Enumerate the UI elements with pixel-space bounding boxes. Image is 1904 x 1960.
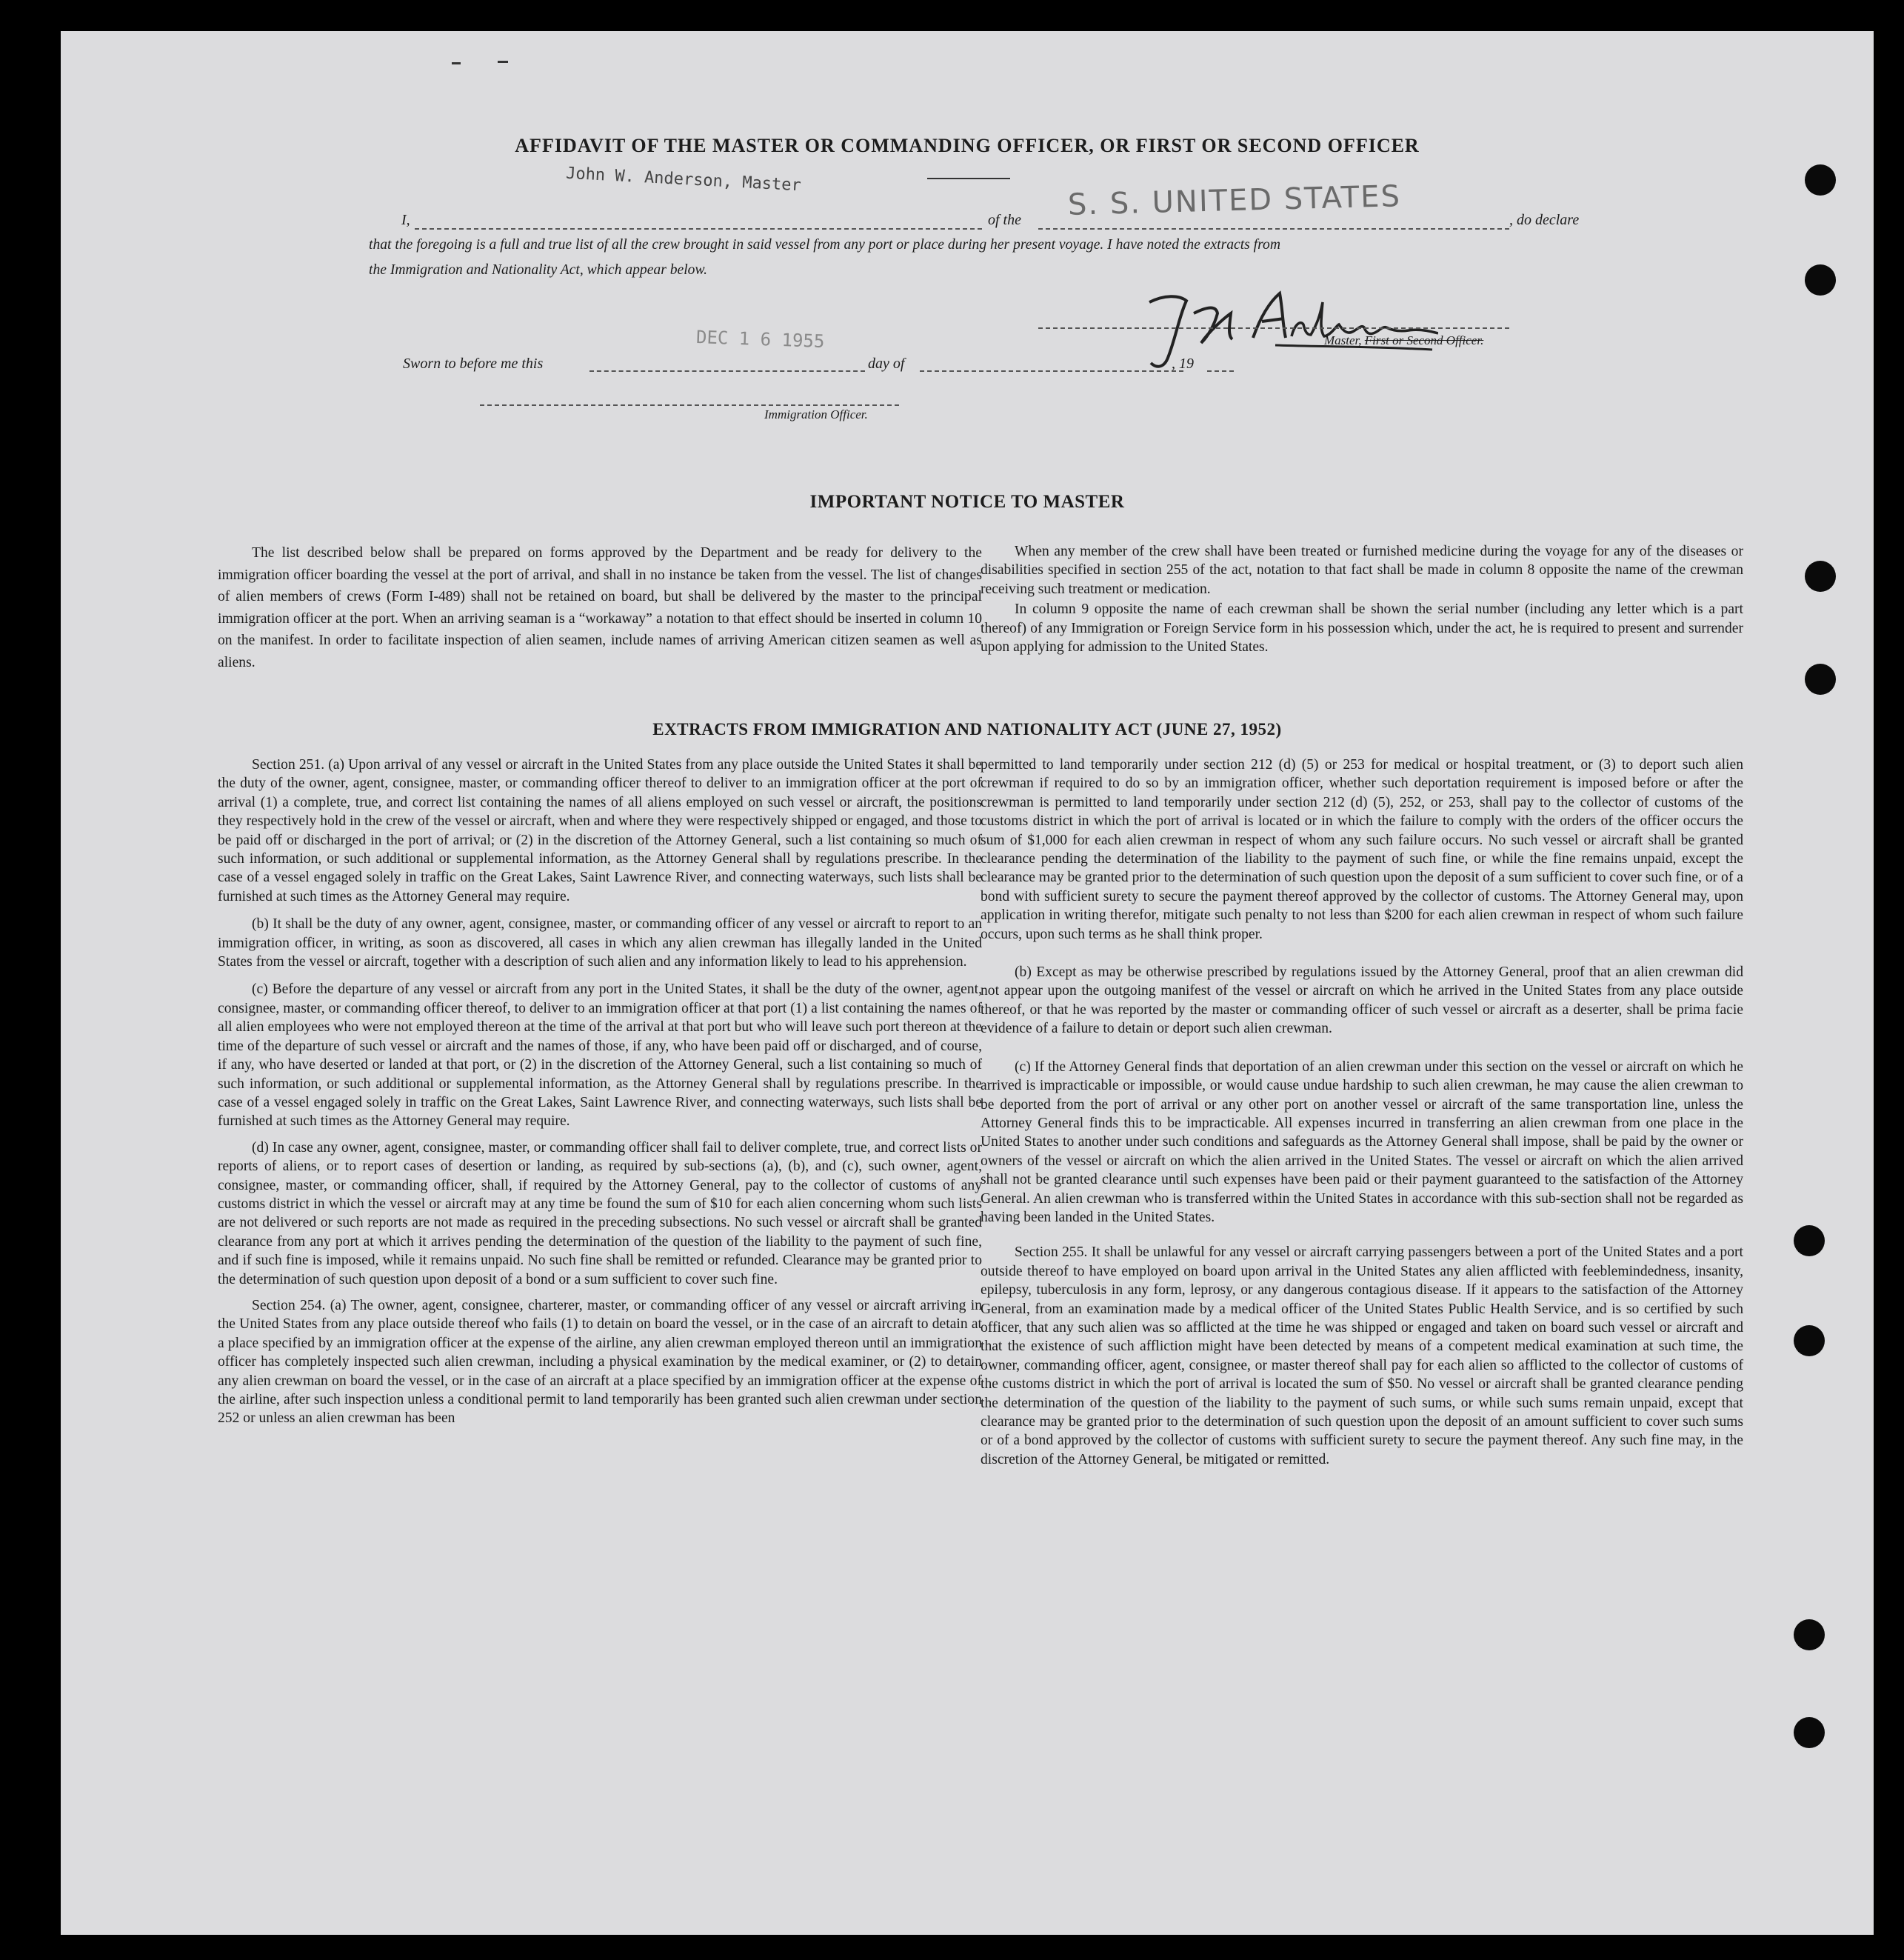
declaration-line-2: the Immigration and Nationality Act, which appear below. xyxy=(369,262,707,278)
scan-mark xyxy=(498,61,508,63)
section-254-c: (c) If the Attorney General finds that deportation of an alien crewman under this section on the vessel or aircraft on which he arrived is impracticable or impossible, or would cause undue hardship to such alien crewman, he may cause the alien crewman to be deported from the port of arrival or any other port on another vessel or aircraft of the same transportation line, unless the Attorney General finds this to be impracticable. All expenses incurred in transferring an alien crewman from one place in the United States to another under such conditions and safeguards as the Attorney General shall impose, shall be paid by the owner or owners of the vessel or aircraft on which the alien arrived in the United States. The vessel or aircraft on which the alien arrived shall not be granted clearance until such expenses have been paid or their payment guaranteed to the satisfaction of the Attorney General. An alien crewman who is transferred within the United States in accordance with this sub-section shall not be regarded as having been landed in the United States. xyxy=(981,1059,1743,1225)
year-line xyxy=(1207,370,1234,372)
section-251-c: (c) Before the departure of any vessel or aircraft from any port in the United States, it shall be the duty of the owner, agent, consignee, master, or commanding officer thereof, to deliver to an immigration officer at that port (1) a list containing the names of all alien employees who were not employed thereon at the time of the arrival at that port but who will leave such port thereon at the time of the departure of such vessel or aircraft and the names of those, if any, who have been paid off or discharged, and of course, if any, who have deserted or landed at that port, or (2) in the discretion of the Attorney General, such a list containing so much of such information, or such additional or supplemental information, as the Attorney General shall by regulations prescribe. In the case of a vessel engaged solely in traffic on the Great Lakes, Saint Lawrence River, and connecting waterways, such lists shall be furnished at such times as the Attorney General may require. xyxy=(218,981,982,1130)
document-page xyxy=(61,31,1874,1935)
punch-hole xyxy=(1805,164,1836,196)
master-label-text: Master, xyxy=(1324,333,1362,347)
section-251-b: (b) It shall be the duty of any owner, agent, consignee, master, or commanding officer of any vessel or aircraft to report to an immigration officer, in writing, as soon as discovered, all cases in which any alien crewman has illegally landed in the United States from the vessel or aircraft, together with a description of such alien and any information likely to lead to his apprehension. xyxy=(218,916,982,970)
notice-right-paragraph-1: When any member of the crew shall have been treated or furnished medicine during the voyage for any of the diseases or disabilities specified in section 255 of the act, notation to that fact shall be made in column 8 opposite the name of the crewman receiving such treatment or medication. xyxy=(981,544,1743,597)
punch-hole xyxy=(1794,1325,1825,1356)
extracts-right-column xyxy=(981,756,1743,1475)
master-label xyxy=(1324,333,1483,348)
section-251-a: Section 251. (a) Upon arrival of any vessel or aircraft in the United States from any place outside the United States it shall be the duty of the owner, agent, consignee, master, or commanding officer thereof to deliver to an immigration officer at the port of arrival (1) a complete, true, and correct list containing the names of all aliens employed on such vessel or aircraft, the positions they respectively hold in the crew of the vessel or aircraft, when and where they were respectively shipped or engaged, and those to be paid off or discharged in the port of arrival; or (2) in the discretion of the Attorney General, such a list containing so much of such information, or such additional or supplemental information, as the Attorney General shall by regulations prescribe. In the case of a vessel engaged solely in traffic on the Great Lakes, Saint Lawrence River, and connecting waterways, such lists shall be furnished at such times as the Attorney General may require. xyxy=(218,757,982,904)
master-signature xyxy=(1098,273,1438,376)
vessel-line xyxy=(1038,228,1509,230)
punch-hole xyxy=(1794,1619,1825,1650)
notice-left-column xyxy=(218,542,982,679)
i-label: I, xyxy=(401,212,410,228)
month-line xyxy=(920,370,1183,372)
immigration-officer-label: Immigration Officer. xyxy=(764,407,868,421)
notice-left-paragraph: The list described below shall be prepared on forms approved by the Department and be ready for delivery to the immigration officer boarding the vessel at the port of arrival, and shall in no instance be taken from the vessel. The list of changes of alien members of crews (Form I-489) shall not be retained on board, but shall be delivered by the master to the principal immigration officer at the port. When an arriving seaman is a “workaway” a notation to that effect should be inserted in column 10 on the manifest. In order to facilitate inspection of alien seamen, include names of arriving American citizen seamen as well as aliens. xyxy=(218,545,982,670)
section-251-d: (d) In case any owner, agent, consignee, master, or commanding officer shall fail to deliver complete, true, and correct lists or reports of aliens, or to report cases of desertion or landing, as required by sub-sections (a), (b), and (c), such owner, agent, consignee, master, or commanding officer, shall, if required by the Attorney General, pay to the collector of customs of any customs district in which the vessel or aircraft may at any time be found the sum of $10 for each alien concerning whom such lists are not delivered or such reports are not made as required in the preceding subsections. No such vessel or aircraft shall be granted clearance from any port at which it arrives pending the determination of the question of the liability to the payment of such fine, and if such fine is imposed, while it remains unpaid. No such fine shall be remitted or refunded. Clearance may be granted prior to the determination of such question upon deposit of a bond or a sum sufficient to cover such fine. xyxy=(218,1139,982,1287)
immigration-officer-line xyxy=(480,404,899,406)
notice-title: IMPORTANT NOTICE TO MASTER xyxy=(809,492,1125,512)
signature-line xyxy=(1038,327,1509,329)
scan-mark xyxy=(452,62,461,64)
extracts-title: EXTRACTS FROM IMMIGRATION AND NATIONALITY ACT (JUNE 27, 1952) xyxy=(652,720,1282,739)
of-the-label: of the xyxy=(988,212,1021,228)
punch-hole xyxy=(1805,264,1836,296)
extracts-left-column xyxy=(218,756,982,1434)
do-declare-label: , do declare xyxy=(1509,212,1580,228)
name-line xyxy=(415,228,982,230)
section-254-b: (b) Except as may be otherwise prescribed by regulations issued by the Attorney General, proof that an alien crewman did not appear upon the outgoing manifest of the vessel or aircraft on which he arrived in the United States from any place outside thereof, or that he was reported by the master or commanding officer of such vessel or aircraft as a deserter, shall be prima facie evidence of a failure to detain or deport such alien crewman. xyxy=(981,964,1743,1037)
year-label: , 19 xyxy=(1172,356,1194,372)
declaration-line-1: that the foregoing is a full and true list of all the crew brought in said vessel from any port or place during her present voyage. I have noted the extracts from xyxy=(369,237,1280,253)
notice-right-paragraph-2: In column 9 opposite the name of each crewman shall be shown the serial number (including any letter which is a part thereof) of any Immigration or Foreign Service form in his possession which, under the act, he is required to present and surrender upon applying for admission to the United States. xyxy=(981,601,1743,656)
punch-hole xyxy=(1794,1225,1825,1256)
sworn-label: Sworn to before me this xyxy=(403,356,544,372)
notice-right-column xyxy=(981,542,1743,662)
typed-master-name: John W. Anderson, Master xyxy=(565,164,802,196)
day-of-label: day of xyxy=(868,356,905,372)
date-stamp: DEC 1 6 1955 xyxy=(695,326,825,353)
sworn-day-line xyxy=(589,370,865,372)
vessel-name-stamp: S. S. UNITED STATES xyxy=(1067,179,1402,222)
title-rule xyxy=(927,178,1010,179)
punch-hole xyxy=(1805,561,1836,592)
section-254-a-continued: permitted to land temporarily under section 212 (d) (5) or 253 for medical or hospital treatment, or (3) to deport such alien crewman if required to do so by an immigration officer, whether such deportation requirement is imposed before or after the crewman is permitted to land temporarily under section 212 (d) (5), 252, or 253, shall pay to the collector of customs of the customs district in which the port of arrival is located or in which the failure to comply with the orders of the officer occurs the sum of $1,000 for each alien crewman in respect of whom any such failure occurs. No such vessel or aircraft shall be granted clearance pending the determination of the liability to the payment of such fine, or while the fine remains unpaid, except the clearance may be granted prior to the determination of such question upon the deposit of a sum sufficient to cover such fine, or of a bond with sufficient surety to secure the payment thereof approved by the collector of customs. The Attorney General may, upon application in writing therefor, mitigate such penalty to not less than $200 for each alien crewman in respect of whom such failure occurs, upon such terms as he shall think proper. xyxy=(981,757,1743,942)
section-254-a: Section 254. (a) The owner, agent, consignee, charterer, master, or commanding officer of any vessel or aircraft arriving in the United States from any place outside thereof who fails (1) to detain on board the vessel, or in the case of an aircraft to detain at a place specified by an immigration officer at the expense of the airline, any alien crewman employed thereon until an immigration officer has completely inspected such alien crewman, including a physical examination by the medical examiner, or (2) to detain any alien crewman on board the vessel, or in the case of an aircraft at a place specified by an immigration officer at the expense of the airline, after such inspection unless a conditional permit to land temporarily has been granted such alien crewman under section 252 or unless an alien crewman has been xyxy=(218,1297,982,1427)
struck-officer-text: First or Second Officer. xyxy=(1364,333,1484,347)
punch-hole xyxy=(1805,664,1836,695)
section-255: Section 255. It shall be unlawful for any vessel or aircraft carrying passengers between a port of the United States and a port outside thereof to have employed on board upon arrival in the United States any alien afflicted with feeblemindedness, insanity, epilepsy, tuberculosis in any form, leprosy, or any dangerous contagious disease. If it appears to the satisfaction of the Attorney General, from an examination made by a medical officer of the United States Public Health Service, and is so certified by such officer, that any such alien was so afflicted at the time he was shipped or engaged and taken on board such vessel or aircraft and that the existence of such affliction might have been detected by means of a competent medical examination at such time, the owner, commanding officer, agent, consignee, or master thereof shall pay for each alien so afflicted to the collector of customs of the customs district in which the port of arrival is located the sum of $50. No vessel or aircraft shall be granted clearance pending the determination of the question of the liability to the payment of such sums, or while such sums remain unpaid, except that clearance may be granted prior to the determination of such question upon the deposit of an amount sufficient to cover such sums or of a bond approved by the collector of customs with sufficient surety to secure the payment thereof. Any such fine may, in the discretion of the Attorney General, be mitigated or remitted. xyxy=(981,1244,1743,1467)
affidavit-title: AFFIDAVIT OF THE MASTER OR COMMANDING OFFICER, OR FIRST OR SECOND OFFICER xyxy=(515,135,1420,156)
punch-hole xyxy=(1794,1717,1825,1748)
